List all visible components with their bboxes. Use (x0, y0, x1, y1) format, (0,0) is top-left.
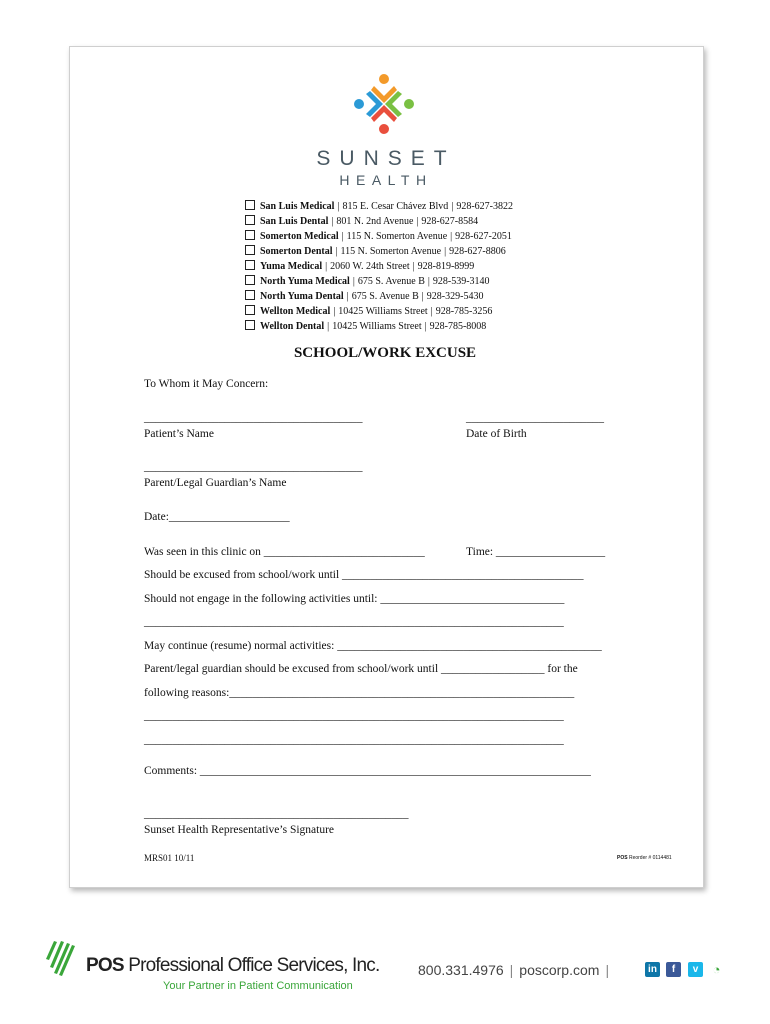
location-item: Wellton Medical | 10425 Williams Street | 928-785-3256 (245, 304, 513, 319)
checkbox[interactable] (245, 275, 255, 285)
seen-date-field[interactable]: Was seen in this clinic on ____________________________ (144, 546, 425, 558)
reorder-number: POS Reorder # 0114481 (617, 855, 672, 861)
pos-contact: 800.331.4976 | poscorp.com | (418, 962, 610, 978)
phone-number: 800.331.4976 (418, 962, 504, 978)
date-of-birth-label: Date of Birth (466, 428, 527, 440)
pos-tagline: Your Partner in Patient Communication (163, 980, 353, 992)
comments-field[interactable]: Comments: ____________________________________________________________________ (144, 765, 591, 777)
rss-icon[interactable]: ◔ (709, 962, 724, 977)
location-item: San Luis Medical | 815 E. Cesar Chávez Blvd | 928-627-3822 (245, 199, 513, 214)
brand-name: SUNSET (316, 147, 456, 170)
location-item: San Luis Dental | 801 N. 2nd Avenue | 928-627-8584 (245, 214, 513, 229)
date-of-birth-field[interactable]: ________________________ (466, 412, 604, 424)
location-item: Yuma Medical | 2060 W. 24th Street | 928-819-8999 (245, 259, 513, 274)
location-list (245, 199, 513, 334)
greeting: To Whom it May Concern: (144, 378, 269, 390)
signature-field[interactable]: ______________________________________________ (144, 808, 409, 820)
resume-activities-field[interactable]: May continue (resume) normal activities: ______________________________________________ (144, 640, 602, 652)
guardian-excused-field[interactable]: Parent/legal guardian should be excused from school/work until __________________ for the (144, 663, 578, 675)
checkbox[interactable] (245, 245, 255, 255)
excused-until-field[interactable]: Should be excused from school/work until __________________________________________ (144, 569, 584, 581)
sunset-health-logo-icon (352, 72, 416, 136)
pos-company-name: POS Professional Office Services, Inc. (86, 955, 380, 976)
checkbox[interactable] (245, 230, 255, 240)
checkbox[interactable] (245, 215, 255, 225)
activities-until-field[interactable]: Should not engage in the following activities until: ________________________________ (144, 593, 565, 605)
vimeo-icon[interactable]: v (688, 962, 703, 977)
checkbox[interactable] (245, 290, 255, 300)
signature-label: Sunset Health Representative’s Signature (144, 824, 335, 836)
location-item: Somerton Medical | 115 N. Somerton Avenue | 928-627-2051 (245, 229, 513, 244)
time-field[interactable]: Time: ___________________ (466, 546, 606, 558)
date-field[interactable]: Date:_____________________ (144, 511, 290, 523)
form-code: MRS01 10/11 (144, 853, 195, 863)
activities-field[interactable]: _________________________________________________________________________ (144, 616, 564, 628)
checkbox[interactable] (245, 320, 255, 330)
checkbox[interactable] (245, 305, 255, 315)
location-item: North Yuma Dental | 675 S. Avenue B | 928-329-5430 (245, 289, 513, 304)
pos-logo-icon (44, 935, 76, 977)
guardian-name-label: Parent/Legal Guardian’s Name (144, 477, 287, 489)
reasons-field-2[interactable]: _________________________________________________________________________ (144, 710, 564, 722)
form-page (69, 46, 704, 888)
location-item: Wellton Dental | 10425 Williams Street | 928-785-8008 (245, 319, 513, 334)
facebook-icon[interactable]: f (666, 962, 681, 977)
checkbox[interactable] (245, 260, 255, 270)
guardian-name-field[interactable]: ______________________________________ (144, 461, 363, 473)
reasons-field-3[interactable]: _________________________________________________________________________ (144, 734, 564, 746)
patient-name-label: Patient’s Name (144, 428, 214, 440)
location-item: Somerton Dental | 115 N. Somerton Avenue | 928-627-8806 (245, 244, 513, 259)
location-item: North Yuma Medical | 675 S. Avenue B | 928-539-3140 (245, 274, 513, 289)
linkedin-icon[interactable]: in (645, 962, 660, 977)
form-title: SCHOOL/WORK EXCUSE (293, 345, 477, 361)
brand-subname: HEALTH (339, 172, 433, 188)
checkbox[interactable] (245, 200, 255, 210)
website-link[interactable]: poscorp.com (519, 962, 600, 978)
patient-name-field[interactable]: ______________________________________ (144, 412, 363, 424)
reasons-field[interactable]: following reasons:____________________________________________________________ (144, 687, 575, 699)
